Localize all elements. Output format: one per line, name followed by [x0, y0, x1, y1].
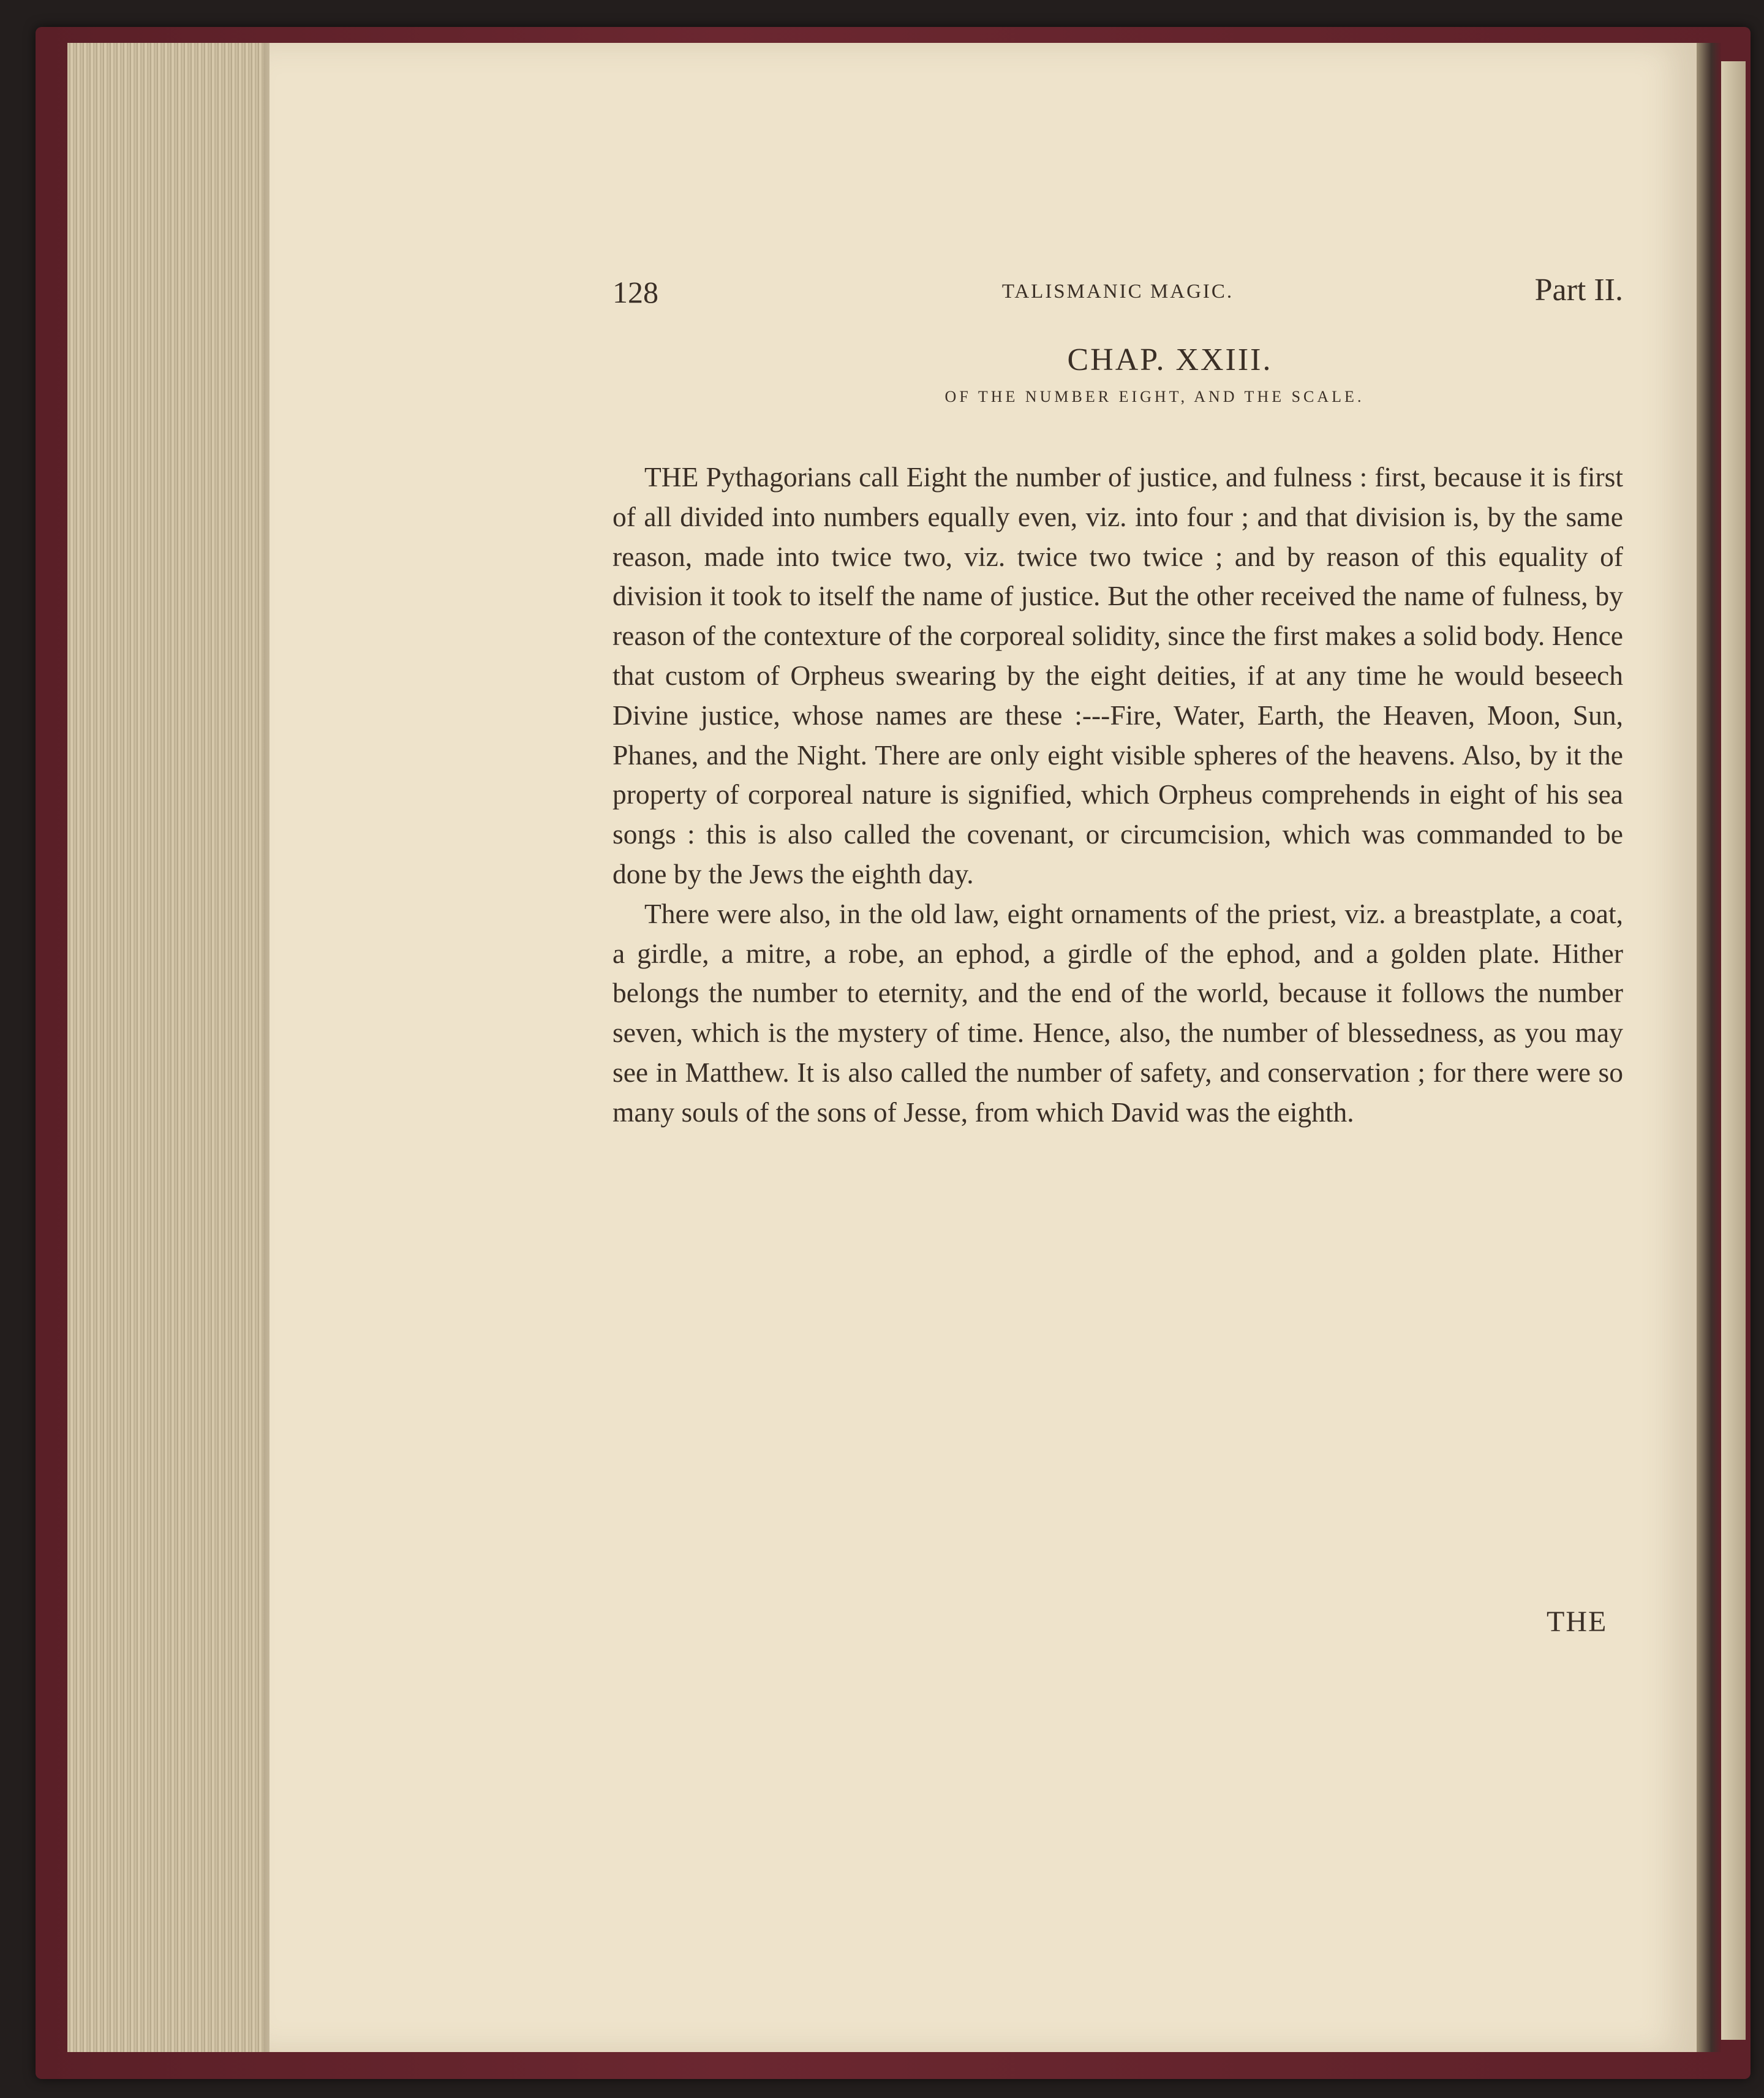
book-spine-gutter: [1697, 43, 1721, 2052]
running-head: [612, 263, 1623, 319]
chapter-title: CHAP. XXIII.: [1067, 342, 1273, 377]
part-label: Part II.: [1534, 273, 1623, 308]
facing-page-edge: [1721, 61, 1746, 2040]
catchword: THE: [1547, 1606, 1608, 1638]
page-edges: [67, 43, 270, 2052]
page-number: 128: [612, 275, 658, 309]
chapter-subtitle: OF THE NUMBER EIGHT, AND THE SCALE.: [944, 388, 1365, 406]
running-title: TALISMANIC MAGIC.: [1001, 281, 1234, 303]
body-paragraph: There were also, in the old law, eight ornaments of the priest, viz. a breastplate, a coat, a girdle, a mitre, a robe, an ephod, a girdle of the ephod, and a golden plate. Hither belongs the number to eternity, and the end of the world, because it follows the number seven, which is the mystery of time. Hence, also, the number of blessedness, as you may see in Matthew. It is also called the number of safety, and conservation ; for there were so many souls of the sons of Jesse, from which David was the eighth.: [612, 897, 1623, 1128]
body-paragraph: THE Pythagorians call Eight the number of justice, and fulness : first, because it is first of all divided into numbers equally even, viz. into four ; and that division is, by the same reason, made into twice two, viz. twice two twice ; and by reason of this equality of division it took to itself the name of justice. But the other received the name of fulness, by reason of the contexture of the corporeal solidity, since the first makes a solid body. Hence that custom of Orpheus swearing by the eight deities, if at any time he would beseech Divine justice, whose names are these :---Fire, Water, Earth, the Heaven, Moon, Sun, Phanes, and the Night. There are only eight visible spheres of the heavens. Also, by it the property of corporeal nature is signified, which Orpheus comprehends in eight of his sea songs : this is also called the covenant, or circumcision, which was commanded to be done by the Jews the eighth day.: [612, 461, 1623, 889]
page-content: [612, 263, 1623, 1133]
